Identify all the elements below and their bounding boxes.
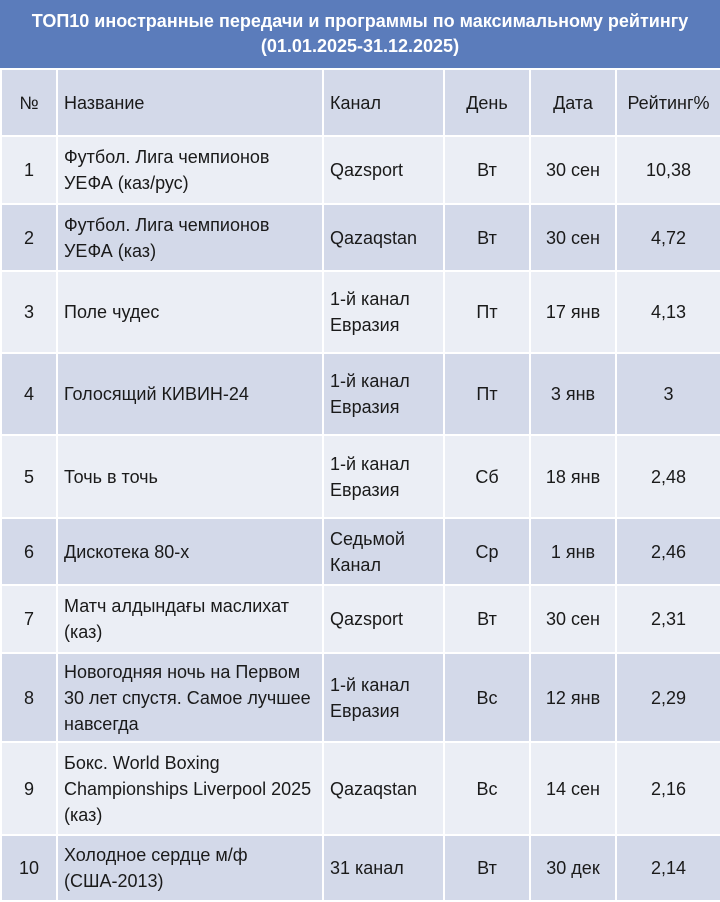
- cell-day: Сб: [444, 435, 530, 518]
- table-row: [1, 585, 720, 653]
- cell-day: Вт: [444, 835, 530, 901]
- header-day: День: [444, 69, 530, 136]
- cell-num: 5: [1, 435, 57, 518]
- cell-name: Дискотека 80-х: [57, 518, 323, 585]
- cell-channel: Седьмой Канал: [323, 518, 444, 585]
- table-row: [1, 518, 720, 585]
- table-row: [1, 435, 720, 518]
- cell-date: 30 дек: [530, 835, 616, 901]
- cell-date: 30 сен: [530, 136, 616, 204]
- cell-name: Бокс. World Boxing Championships Liverpool 2025 (каз): [57, 742, 323, 835]
- cell-day: Ср: [444, 518, 530, 585]
- cell-num: 6: [1, 518, 57, 585]
- cell-channel: Qazsport: [323, 136, 444, 204]
- header-rating: Рейтинг%: [616, 69, 720, 136]
- table-row: [1, 835, 720, 901]
- cell-name: Новогодняя ночь на Первом 30 лет спустя. Самое лучшее навсегда: [57, 653, 323, 742]
- cell-num: 7: [1, 585, 57, 653]
- cell-date: 30 сен: [530, 585, 616, 653]
- cell-name: Холодное сердце м/ф (США-2013): [57, 835, 323, 901]
- cell-rating: 2,14: [616, 835, 720, 901]
- cell-day: Вс: [444, 653, 530, 742]
- cell-name: Точь в точь: [57, 435, 323, 518]
- table-row: [1, 271, 720, 353]
- cell-rating: 2,29: [616, 653, 720, 742]
- header-channel: Канал: [323, 69, 444, 136]
- cell-channel: 1-й канал Евразия: [323, 435, 444, 518]
- cell-channel: 1-й канал Евразия: [323, 653, 444, 742]
- ratings-table: [0, 68, 720, 902]
- cell-channel: Qazaqstan: [323, 742, 444, 835]
- cell-num: 2: [1, 204, 57, 271]
- cell-day: Пт: [444, 271, 530, 353]
- cell-rating: 2,16: [616, 742, 720, 835]
- cell-day: Вт: [444, 204, 530, 271]
- cell-date: 17 янв: [530, 271, 616, 353]
- cell-date: 12 янв: [530, 653, 616, 742]
- table-row: [1, 204, 720, 271]
- cell-day: Вт: [444, 585, 530, 653]
- cell-channel: 1-й канал Евразия: [323, 271, 444, 353]
- cell-num: 3: [1, 271, 57, 353]
- cell-day: Пт: [444, 353, 530, 435]
- table-row: [1, 136, 720, 204]
- cell-date: 18 янв: [530, 435, 616, 518]
- cell-name: Поле чудес: [57, 271, 323, 353]
- cell-num: 10: [1, 835, 57, 901]
- cell-rating: 4,13: [616, 271, 720, 353]
- cell-channel: 1-й канал Евразия: [323, 353, 444, 435]
- table-title: ТОП10 иностранные передачи и программы по максимальному рейтингу (01.01.2025-31.12.2025): [0, 0, 720, 68]
- cell-date: 1 янв: [530, 518, 616, 585]
- cell-num: 4: [1, 353, 57, 435]
- cell-channel: Qazaqstan: [323, 204, 444, 271]
- cell-name: Футбол. Лига чемпионов УЕФА (каз/рус): [57, 136, 323, 204]
- cell-rating: 3: [616, 353, 720, 435]
- header-date: Дата: [530, 69, 616, 136]
- cell-date: 14 сен: [530, 742, 616, 835]
- header-row: [1, 69, 720, 136]
- cell-rating: 2,46: [616, 518, 720, 585]
- cell-rating: 4,72: [616, 204, 720, 271]
- table-row: [1, 742, 720, 835]
- cell-name: Футбол. Лига чемпионов УЕФА (каз): [57, 204, 323, 271]
- cell-num: 8: [1, 653, 57, 742]
- cell-date: 30 сен: [530, 204, 616, 271]
- cell-rating: 2,48: [616, 435, 720, 518]
- header-num: №: [1, 69, 57, 136]
- header-name: Название: [57, 69, 323, 136]
- cell-channel: Qazsport: [323, 585, 444, 653]
- cell-channel: 31 канал: [323, 835, 444, 901]
- cell-num: 9: [1, 742, 57, 835]
- cell-day: Вс: [444, 742, 530, 835]
- cell-num: 1: [1, 136, 57, 204]
- cell-name: Голосящий КИВИН-24: [57, 353, 323, 435]
- cell-rating: 2,31: [616, 585, 720, 653]
- cell-rating: 10,38: [616, 136, 720, 204]
- cell-date: 3 янв: [530, 353, 616, 435]
- table-row: [1, 653, 720, 742]
- table-row: [1, 353, 720, 435]
- cell-day: Вт: [444, 136, 530, 204]
- cell-name: Матч алдындағы маслихат (каз): [57, 585, 323, 653]
